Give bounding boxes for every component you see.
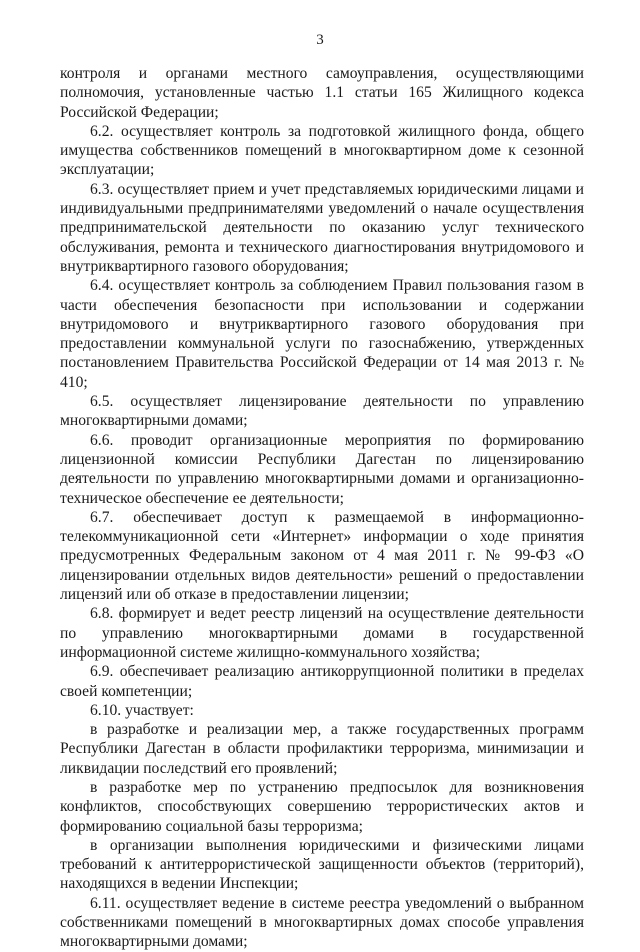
paragraph: в разработке мер по устранению предпосылок для возникновения конфликтов, способствующих совершению террористических актов и формированию социальной базы терроризма; — [60, 778, 584, 835]
page-number: 3 — [316, 32, 324, 48]
paragraph: 6.10. участвует: — [90, 701, 194, 719]
paragraph: 6.2. осуществляет контроль за подготовкой жилищного фонда, общего имущества собственников помещений в многоквартирном доме к сезонной эксплуатации; — [60, 122, 584, 179]
paragraph: 6.8. формирует и ведет реестр лицензий на осуществление деятельности по управлению многоквартирными домами в государственной информационной системе жилищно-коммунального хозяйства; — [60, 605, 584, 661]
document-body — [60, 64, 584, 952]
paragraph: 6.6. проводит организационные мероприятия по формированию лицензионной комиссии Республики Дагестан по лицензированию деятельности по управлению многоквартирными домами и организационно-техническое обеспечение ее деятельности; — [60, 431, 584, 507]
paragraph: 6.11. осуществляет ведение в системе реестра уведомлений о выбранном собственниками помещений в многоквартирных домах способе управления многоквартирными домами; — [60, 894, 584, 951]
paragraph: 6.9. обеспечивает реализацию антикоррупционной политики в пределах своей компетенции; — [60, 663, 584, 700]
paragraph: контроля и органами местного самоуправления, осуществляющими полномочия, установленные частью 1.1 статьи 165 Жилищного кодекса Российской Федерации; — [60, 65, 584, 121]
paragraph: в организации выполнения юридическими и физическими лицами требований к антитеррористической защищенности объектов (территорий), находящихся в ведении Инспекции; — [60, 836, 584, 893]
paragraph: 6.4. осуществляет контроль за соблюдением Правил пользования газом в части обеспечения безопасности при использовании и содержании внутридомового и внутриквартирного газового оборудования при предоставлении коммунальной услуги по газоснабжению, утвержденных постановлением Правительства Российской Федерации от 14 мая 2013 г. № 410; — [60, 277, 584, 391]
paragraph: 6.7. обеспечивает доступ к размещаемой в информационно-телекоммуникационной сети «Интернет» информации о ходе принятия предусмотренных Федеральным законом от 4 мая 2011 г. № 99-ФЗ «О лицензировании отдельных видов деятельности» решений о предоставлении лицензий или об отказе в предоставлении лицензии; — [60, 508, 584, 604]
paragraph: 6.5. осуществляет лицензирование деятельности по управлению многоквартирными домами; — [60, 393, 584, 430]
paragraph: 6.3. осуществляет прием и учет представляемых юридическими лицами и индивидуальными предпринимателями уведомлений о начале осуществления предпринимательской деятельности по оказанию услуг технического обслуживания, ремонта и технического диагностирования внутридомового и внутриквартирного газового оборудования; — [60, 180, 584, 275]
paragraph: в разработке и реализации мер, а также государственных программ Республики Дагестан в области профилактики терроризма, минимизации и ликвидации последствий его проявлений; — [60, 721, 584, 777]
